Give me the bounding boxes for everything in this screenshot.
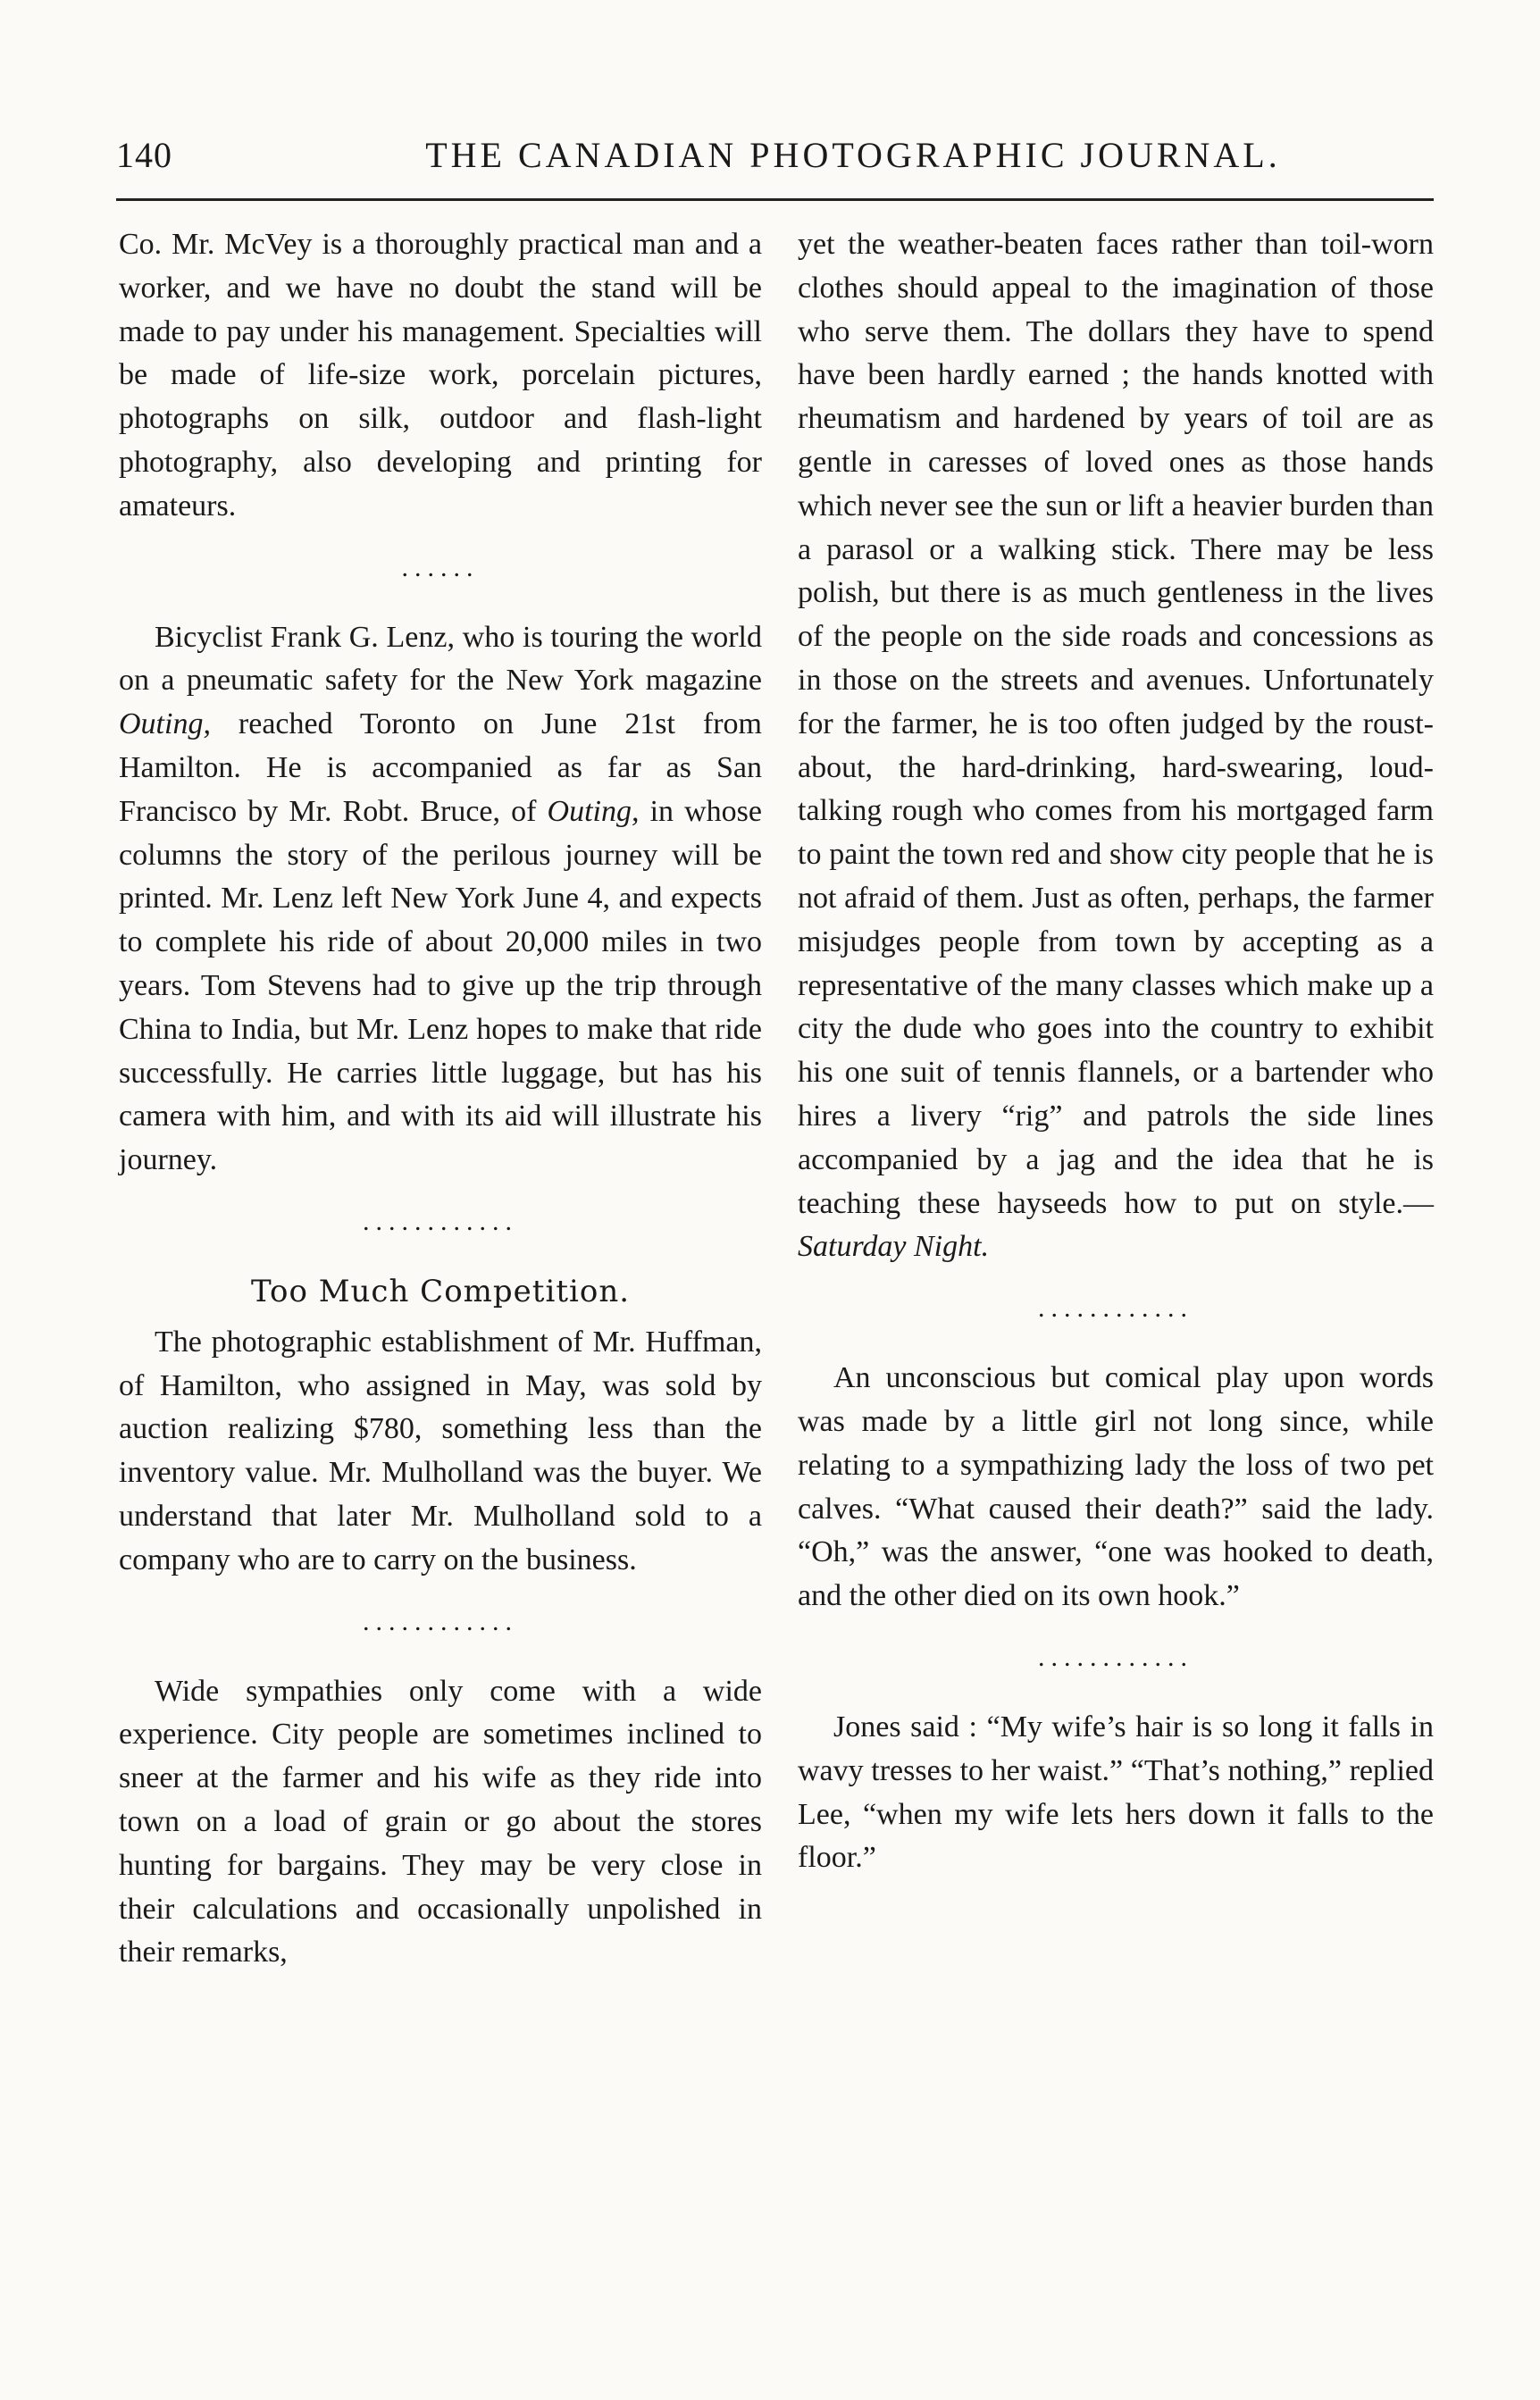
calves-paragraph: An unconscious but comical play upon words was made by a little girl not long since, while relating to a sympathizing lady the loss of two pet calves. “What caused their death?” said the lady. “Oh,” was the answer, “one was hooked to death, and the other died on its own hook.”	[798, 1361, 1434, 1613]
farmer-text: yet the weather-beaten faces rather than toil-worn clothes should appeal to the imagination of those who serve them. The dollars they have to spend have been hardly earned ; the hands knotted with rheumatism and hardened by years of toil are as gentle in caresses of loved ones as those hands which never see the sun or lift a heavier burden than a parasol or a walking stick. There may be less polish, but there is as much gentleness in the lives of the people on the side roads and concessions as in those on the streets and avenues. Unfortunately for the farmer, he is too often judged by the roust-about, the hard-drinking, hard-swearing, loud-talking rough who comes from his mortgaged farm to paint the town red and show city people that he is not afraid of them. Just as often, perhaps, the farmer misjudges people from town by accepting as a representative of the many classes which make up a city the dude who goes into the country to exhibit his one suit of tennis flannels, or a bartender who hires a livery “rig” and patrols the side lines accompanied by a jag and the idea that he is teaching these hayseeds how to put on style.—	[798, 228, 1434, 1220]
lenz-paragraph	[119, 616, 762, 1183]
running-title: THE CANADIAN PHOTOGRAPHIC JOURNAL.	[425, 135, 1281, 175]
section-separator: ............	[363, 1606, 518, 1636]
lenz-text-a: Bicyclist Frank G. Lenz, who is touring the world on a pneumatic safety for the New York magazine	[119, 620, 762, 698]
section-heading: Too Much Competition.	[250, 1273, 631, 1309]
sympathies-paragraph: Wide sympathies only come with a wide experience. City people are sometimes inclined to sneer at the farmer and his wife as they ride into town on a load of grain or go about the stores hunting for bargains. They may be very close in their calculations and occasionally unpolished in their remarks,	[119, 1674, 762, 1969]
section-separator: ............	[1038, 1642, 1193, 1672]
header-rule	[116, 198, 1434, 201]
section-separator: ............	[363, 1206, 518, 1236]
jones-paragraph: Jones said : “My wife’s hair is so long it falls in wavy tresses to her waist.” “That’s nothing,” replied Lee, “when my wife lets hers down it falls to the floor.”	[798, 1710, 1434, 1875]
mcvey-paragraph: Co. Mr. McVey is a thoroughly practical man and a worker, and we have no doubt the stand will be made to pay under his management. Specialties will be made of life-size work, porcelain pictures, photographs on silk, outdoor and flash-light photography, also developing and printing for amateurs.	[119, 228, 762, 523]
farmer-paragraph	[798, 223, 1434, 1269]
page-header	[116, 134, 1434, 188]
huffman-paragraph: The photographic establishment of Mr. Huffman, of Hamilton, who assigned in May, was sold by auction realizing $780, something less than the inventory value. Mr. Mulholland was the buyer. We understand that later Mr. Mulholland sold to a company who are to carry on the business.	[119, 1325, 762, 1576]
lenz-text-c: in whose columns the story of the perilous journey will be printed. Mr. Lenz left New York June 4, and expects to complete his ride of about 20,000 miles in two years. Tom Stevens had to give up the trip through China to India, but Mr. Lenz hopes to make that ride successfully. He carries little luggage, but has his camera with him, and with its aid will illustrate his journey.	[119, 794, 762, 1177]
page-number: 140	[116, 135, 172, 175]
left-column	[119, 223, 762, 1975]
right-column	[798, 223, 1434, 1880]
outing-title: Outing,	[547, 794, 640, 828]
section-separator: ......	[401, 552, 480, 582]
outing-title: Outing,	[119, 707, 211, 741]
lenz-text-b: reached Toronto on June 21st from Hamilton. He is accompanied as far as San Francisco by Mr. Robt. Bruce, of	[119, 707, 762, 828]
saturday-night-source: Saturday Night.	[798, 1230, 990, 1264]
section-separator: ............	[1038, 1293, 1193, 1324]
